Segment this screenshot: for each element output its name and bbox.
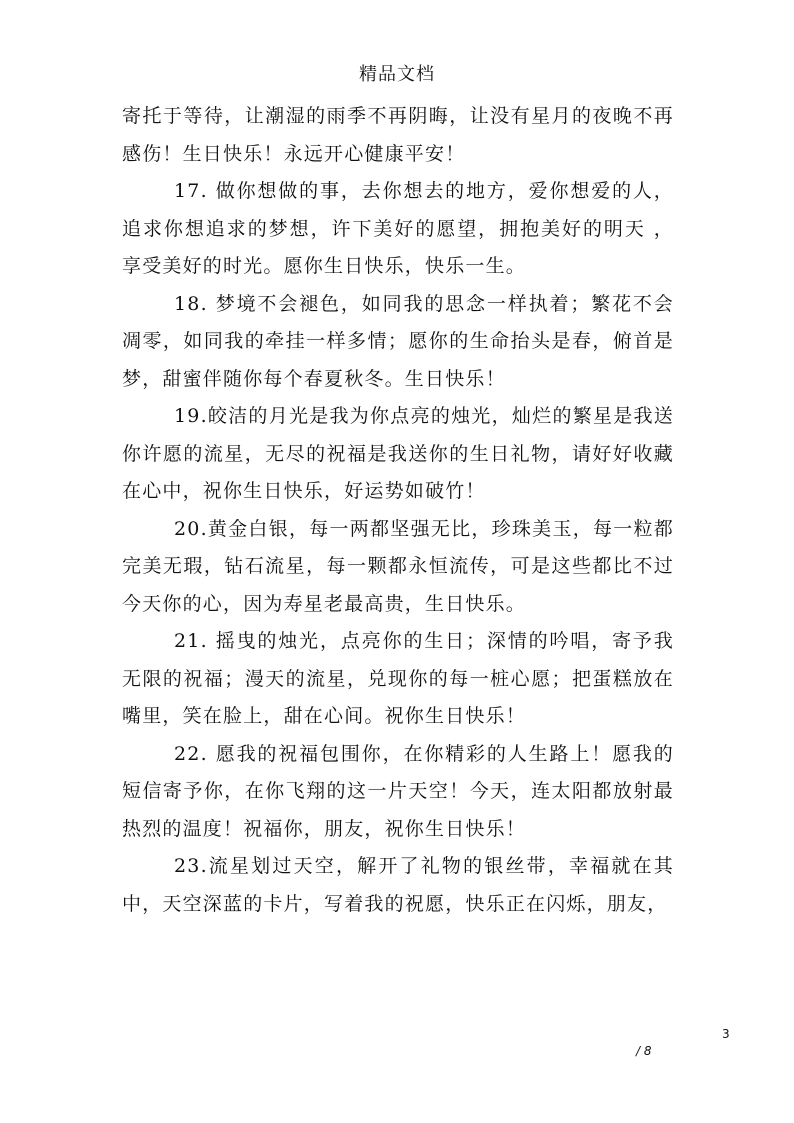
paragraph: 17. 做你想做的事，去你想去的地方，爱你想爱的人，追求你想追求的梦想，许下美好的愿望，拥抱美好的明天 ，享受美好的时光。愿你生日快乐，快乐一生。	[122, 180, 674, 277]
paragraph: 22. 愿我的祝福包围你，在你精彩的人生路上！愿我的短信寄予你，在你飞翔的这一片天空！今天，连太阳都放射最热烈的温度！祝福你，朋友，祝你生日快乐！	[122, 742, 674, 840]
paragraph: 21. 摇曳的烛光，点亮你的生日；深情的吟唱，寄予我无限的祝福；漫天的流星，兑现你的每一桩心愿；把蛋糕放在嘴里，笑在脸上，甜在心间。祝你生日快乐！	[122, 630, 674, 727]
document-body	[122, 98, 674, 923]
paragraph: 18. 梦境不会褪色，如同我的思念一样执着；繁花不会凋零，如同我的牵挂一样多情；愿你的生命抬头是春，俯首是梦，甜蜜伴随你每个春夏秋冬。生日快乐！	[122, 292, 674, 390]
paragraph: 寄托于等待，让潮湿的雨季不再阴晦，让没有星月的夜晚不再感伤！生日快乐！永远开心健康平安！	[122, 105, 674, 165]
paragraph: 19.皎洁的月光是我为你点亮的烛光，灿烂的繁星是我送你许愿的流星，无尽的祝福是我送你的生日礼物，请好好收藏在心中，祝你生日快乐，好运势如破竹！	[122, 405, 674, 502]
paragraph: 23.流星划过天空，解开了礼物的银丝带，幸福就在其中，天空深蓝的卡片，写着我的祝愿，快乐正在闪烁，朋友，	[122, 855, 674, 915]
page-total: / 8	[636, 1044, 652, 1058]
paragraph: 20.黄金白银，每一两都坚强无比，珍珠美玉，每一粒都完美无瑕，钻石流星，每一颗都永恒流传，可是这些都比不过今天你的心，因为寿星老最高贵，生日快乐。	[122, 517, 674, 615]
page-number: 3	[722, 1027, 730, 1041]
page-header: 精品文档	[359, 64, 435, 85]
